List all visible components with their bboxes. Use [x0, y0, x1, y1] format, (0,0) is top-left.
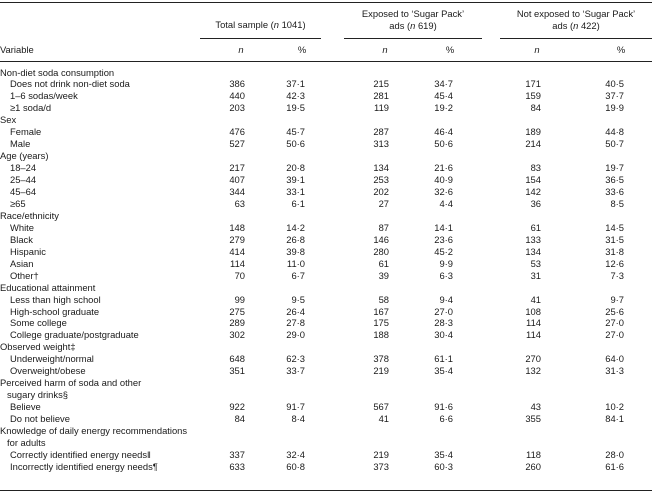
count-cell: 53: [530, 257, 541, 269]
percent-cell: 19·2: [434, 102, 453, 114]
count-cell: 159: [525, 90, 541, 102]
percent-cell: 64·0: [605, 353, 624, 365]
percent-cell: 45·7: [286, 126, 305, 138]
row-label: College graduate/postgraduate: [10, 329, 139, 341]
count-cell: 43: [530, 401, 541, 413]
percent-cell: 31·5: [605, 233, 624, 245]
section-heading-continued: sugary drinks§: [7, 389, 68, 401]
section-heading-continued: for adults: [7, 436, 46, 448]
count-cell: 87: [378, 221, 389, 233]
percent-cell: 27·0: [434, 305, 453, 317]
count-cell: 373: [373, 460, 389, 472]
percent-cell: 61·6: [605, 460, 624, 472]
count-cell: 202: [373, 186, 389, 197]
percent-cell: 9·5: [291, 293, 305, 305]
section-heading: Knowledge of daily energy recommendations: [0, 425, 188, 436]
header-exposed-line: Exposed to ‘Sugar Pack’: [361, 8, 465, 19]
header-rule: [0, 61, 652, 62]
percent-cell: 19·9: [605, 102, 624, 114]
percent-cell: 6·1: [291, 197, 305, 209]
row-label: Other†: [10, 269, 39, 281]
count-cell: 114: [526, 317, 541, 329]
percent-cell: 25·6: [605, 305, 624, 317]
row-label: Believe: [10, 401, 41, 413]
header-not-exposed-line: ads (n 422): [552, 20, 600, 31]
percent-cell: 6·3: [439, 269, 453, 281]
section-heading: Educational attainment: [0, 281, 96, 293]
group-rule-not-exposed: [500, 38, 652, 39]
n-column-header: n: [382, 44, 388, 55]
percent-cell: 26·4: [286, 305, 305, 317]
count-cell: 83: [530, 162, 541, 174]
percent-cell: 37·7: [605, 90, 624, 102]
count-cell: 219: [373, 448, 389, 460]
percent-cell: 12·6: [605, 257, 624, 269]
count-cell: 280: [373, 245, 389, 257]
percent-cell: 14·1: [434, 221, 453, 233]
section-heading: Race/ethnicity: [0, 209, 59, 221]
percent-cell: 91·6: [434, 401, 453, 413]
count-cell: 440: [229, 90, 245, 102]
percent-cell: 32·4: [286, 448, 305, 460]
count-cell: 337: [229, 448, 245, 460]
count-cell: 313: [373, 138, 389, 150]
percent-column-header: %: [616, 44, 626, 55]
percent-cell: 26·8: [286, 233, 305, 245]
count-cell: 527: [229, 138, 245, 150]
count-cell: 648: [229, 353, 245, 365]
percent-cell: 31·8: [605, 245, 624, 257]
percent-cell: 45·4: [434, 90, 453, 102]
count-cell: 302: [229, 329, 245, 341]
row-label: Asian: [10, 257, 34, 269]
percent-cell: 45·2: [434, 245, 453, 257]
count-cell: 414: [229, 245, 245, 257]
percent-cell: 27·0: [605, 329, 624, 341]
count-cell: 217: [229, 162, 245, 174]
count-cell: 108: [525, 305, 541, 317]
count-cell: 355: [525, 413, 541, 425]
percent-cell: 44·8: [605, 126, 624, 138]
count-cell: 61: [530, 221, 541, 233]
count-cell: 27: [378, 197, 389, 209]
percent-cell: 30·4: [434, 329, 453, 341]
count-cell: 253: [373, 174, 389, 186]
percent-cell: 60·3: [434, 460, 453, 472]
count-cell: 287: [373, 126, 389, 138]
count-cell: 219: [373, 365, 389, 377]
count-cell: 41: [530, 293, 541, 305]
percent-cell: 34·7: [434, 78, 453, 90]
percent-cell: 50·7: [605, 138, 624, 150]
percent-cell: 8·5: [610, 197, 624, 209]
percent-cell: 11·0: [286, 257, 305, 269]
count-cell: 114: [230, 257, 245, 269]
group-rule-exposed: [344, 38, 482, 39]
count-cell: 407: [229, 174, 245, 186]
section-heading: Sex: [0, 114, 17, 126]
percent-cell: 40·9: [434, 174, 453, 186]
count-cell: 215: [373, 78, 389, 90]
percent-cell: 35·4: [434, 365, 453, 377]
count-cell: 132: [525, 365, 541, 377]
count-cell: 279: [229, 233, 245, 245]
percent-cell: 39·1: [286, 174, 305, 186]
count-cell: 922: [229, 401, 245, 413]
percent-cell: 4·4: [439, 197, 453, 209]
count-cell: 148: [229, 221, 245, 233]
count-cell: 58: [378, 293, 389, 305]
count-cell: 154: [525, 174, 541, 186]
row-label: Does not drink non-diet soda: [10, 78, 130, 90]
row-label: 18–24: [10, 162, 37, 174]
percent-column-header: %: [445, 44, 455, 55]
section-heading: Age (years): [0, 150, 49, 162]
count-cell: 476: [229, 126, 245, 138]
row-label: Underweight/normal: [10, 353, 94, 365]
count-cell: 142: [525, 186, 541, 197]
percent-cell: 9·4: [439, 293, 453, 305]
percent-cell: 23·6: [434, 233, 453, 245]
row-label: Female: [10, 126, 42, 138]
count-cell: 175: [373, 317, 389, 329]
row-label: Correctly identified energy needs‖: [10, 448, 151, 460]
n-column-header: n: [534, 44, 540, 55]
count-cell: 260: [525, 460, 541, 472]
percent-cell: 62·3: [286, 353, 305, 365]
percent-cell: 32·6: [434, 186, 453, 197]
row-label: High-school graduate: [10, 305, 100, 317]
percent-cell: 33·7: [286, 365, 305, 377]
row-label: Do not believe: [10, 413, 70, 425]
count-cell: 118: [526, 448, 541, 460]
percent-cell: 40·5: [605, 78, 624, 90]
percent-cell: 84·1: [605, 413, 624, 425]
count-cell: 84: [234, 413, 245, 425]
percent-cell: 19·5: [286, 102, 305, 114]
row-label: Black: [10, 233, 33, 245]
count-cell: 171: [525, 78, 541, 90]
count-cell: 39: [378, 269, 389, 281]
group-rule-total: [200, 38, 321, 39]
percent-cell: 46·4: [434, 126, 453, 138]
count-cell: 36: [530, 197, 541, 209]
count-cell: 167: [373, 305, 389, 317]
count-cell: 114: [526, 329, 541, 341]
row-label: 1–6 sodas/week: [10, 90, 78, 102]
count-cell: 133: [525, 233, 541, 245]
percent-cell: 37·1: [286, 78, 305, 90]
variable-column-header: Variable: [0, 44, 34, 55]
percent-cell: 8·4: [291, 413, 305, 425]
count-cell: 134: [373, 162, 389, 174]
percent-cell: 61·1: [434, 353, 453, 365]
count-cell: 633: [229, 460, 245, 472]
count-cell: 281: [373, 90, 389, 102]
count-cell: 203: [229, 102, 245, 114]
percent-cell: 6·6: [439, 413, 453, 425]
percent-cell: 33·6: [605, 186, 624, 197]
percent-cell: 50·6: [286, 138, 305, 150]
count-cell: 99: [234, 293, 245, 305]
header-not-exposed-line: Not exposed to ‘Sugar Pack’: [516, 8, 636, 19]
section-heading: Non-diet soda consumption: [0, 66, 115, 78]
header-exposed-line: ads (n 619): [389, 20, 437, 31]
percent-cell: 50·6: [434, 138, 453, 150]
count-cell: 61: [378, 257, 389, 269]
count-cell: 344: [229, 186, 245, 197]
percent-cell: 39·8: [286, 245, 305, 257]
count-cell: 351: [229, 365, 245, 377]
percent-cell: 42·3: [286, 90, 305, 102]
percent-cell: 19·7: [605, 162, 624, 174]
count-cell: 70: [234, 269, 245, 281]
percent-cell: 31·3: [605, 365, 624, 377]
percent-cell: 28·0: [605, 448, 624, 460]
section-heading: Observed weight‡: [0, 341, 76, 353]
percent-cell: 35·4: [434, 448, 453, 460]
count-cell: 189: [525, 126, 541, 138]
percent-cell: 36·5: [605, 174, 624, 186]
count-cell: 134: [525, 245, 541, 257]
percent-column-header: %: [297, 44, 307, 55]
percent-cell: 27·8: [286, 317, 305, 329]
count-cell: 378: [373, 353, 389, 365]
percent-cell: 28·3: [434, 317, 453, 329]
row-label: Some college: [10, 317, 67, 329]
count-cell: 386: [229, 78, 245, 90]
row-label: ≥65: [10, 197, 26, 209]
count-cell: 63: [234, 197, 245, 209]
row-label: 45–64: [10, 186, 37, 197]
percent-cell: 27·0: [605, 317, 624, 329]
bottom-rule: [0, 490, 652, 491]
row-label: Hispanic: [10, 245, 46, 257]
row-label: Overweight/obese: [10, 365, 86, 377]
percent-cell: 10·2: [605, 401, 624, 413]
count-cell: 275: [229, 305, 245, 317]
row-label: Less than high school: [10, 293, 101, 305]
count-cell: 84: [530, 102, 541, 114]
row-label: ≥1 soda/d: [10, 102, 52, 114]
percent-cell: 14·2: [286, 221, 305, 233]
count-cell: 31: [530, 269, 541, 281]
percent-cell: 9·7: [610, 293, 624, 305]
percent-cell: 29·0: [286, 329, 305, 341]
count-cell: 188: [373, 329, 389, 341]
top-rule: [0, 2, 652, 3]
count-cell: 289: [229, 317, 245, 329]
row-label: 25–44: [10, 174, 37, 186]
count-cell: 567: [373, 401, 389, 413]
header-total-sample-line: Total sample (n 1041): [215, 19, 306, 30]
count-cell: 214: [525, 138, 541, 150]
percent-cell: 33·1: [286, 186, 305, 197]
count-cell: 119: [374, 102, 389, 114]
percent-cell: 21·6: [434, 162, 453, 174]
percent-cell: 20·8: [286, 162, 305, 174]
row-label: White: [10, 221, 34, 233]
row-label: Incorrectly identified energy needs¶: [10, 460, 158, 472]
count-cell: 270: [525, 353, 541, 365]
count-cell: 146: [373, 233, 389, 245]
percent-cell: 6·7: [291, 269, 305, 281]
percent-cell: 7·3: [610, 269, 624, 281]
percent-cell: 9·9: [439, 257, 453, 269]
n-column-header: n: [238, 44, 244, 55]
percent-cell: 60·8: [286, 460, 305, 472]
percent-cell: 14·5: [605, 221, 624, 233]
section-heading: Perceived harm of soda and other: [0, 377, 142, 389]
percent-cell: 91·7: [286, 401, 305, 413]
row-label: Male: [10, 138, 31, 150]
count-cell: 41: [378, 413, 389, 425]
